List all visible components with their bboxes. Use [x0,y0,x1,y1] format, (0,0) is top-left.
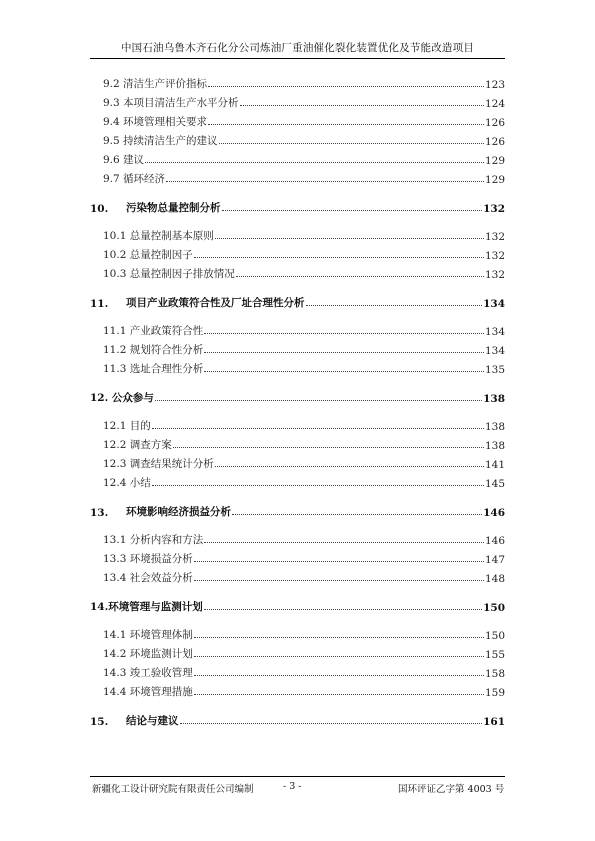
toc-entry-title: 10.2 总量控制因子 [103,249,193,261]
toc-entry-title: 环境影响经济损益分析 [126,506,231,518]
toc-entry-title: 12. 公众参与 [90,392,154,404]
dot-leader [204,333,484,334]
toc-entry-title: 13.4 社会效益分析 [103,572,193,584]
toc-section-entry[interactable] [90,91,505,110]
toc-chapter-entry[interactable] [90,709,505,728]
toc-section-entry[interactable] [90,452,505,471]
toc-page-number: 134 [483,298,505,310]
running-header: 中国石油乌鲁木齐石化分公司炼油厂重油催化裂化装置优化及节能改造项目 [120,42,475,54]
dot-leader [204,371,484,372]
dot-leader [204,352,484,353]
toc-section-entry[interactable] [90,680,505,699]
toc-entry-title: 12.1 目的 [103,420,151,432]
dot-leader [194,694,484,695]
toc-entry-title: 14.2 环境监测计划 [103,648,193,660]
dot-leader [194,257,484,258]
dot-leader [152,485,484,486]
toc-section-entry[interactable] [90,471,505,490]
toc-page-number: 126 [484,117,505,129]
toc-page-number: 135 [484,364,505,376]
toc-page-number: 146 [484,535,505,547]
toc-entry-title: 9.3 本项目清洁生产水平分析 [103,97,239,109]
toc-entry-title: 12.3 调查结果统计分析 [103,458,214,470]
toc-entry-title: 9.5 持续清洁生产的建议 [103,135,218,147]
toc-entry-title: 9.6 建议 [103,154,145,166]
toc-page-number: 146 [483,507,505,519]
toc-chapter-number: 11. [90,298,109,310]
toc-chapter-entry[interactable] [90,595,505,614]
toc-section-entry[interactable] [90,319,505,338]
toc-page-number: 150 [484,630,505,642]
toc-entry-title: 14.1 环境管理体制 [103,629,193,641]
toc-page-number: 132 [483,203,505,215]
toc-entry-title: 14.环境管理与监测计划 [90,601,203,613]
toc-entry-title: 9.2 清洁生产评价指标 [103,78,208,90]
toc-page-number: 134 [484,345,505,357]
toc-entry-title: 10.1 总量控制基本原则 [103,230,214,242]
toc-section-entry[interactable] [90,357,505,376]
toc-entry-title: 11.1 产业政策符合性 [103,325,204,337]
toc-entry-title: 13.1 分析内容和方法 [103,534,204,546]
toc-page-number: 150 [483,602,505,614]
dot-leader [204,542,484,543]
dot-leader [194,580,484,581]
dot-leader [194,637,484,638]
dot-leader [194,561,484,562]
toc-page-number: 161 [483,716,505,728]
toc-section-entry[interactable] [90,129,505,148]
toc-entry-title: 污染物总量控制分析 [126,202,221,214]
toc-entry-title: 结论与建议 [126,715,179,727]
toc-page-number: 132 [484,269,505,281]
dot-leader [204,609,482,610]
dot-leader [208,86,484,87]
toc-entry-title: 14.4 环境管理措施 [103,686,193,698]
toc-page-number: 147 [484,554,505,566]
toc-page-number: 132 [484,231,505,243]
toc-page-number: 134 [484,326,505,338]
dot-leader [208,124,484,125]
dot-leader [236,276,484,277]
footer-page-number: - 3 - [283,781,302,792]
toc-section-entry[interactable] [90,661,505,680]
toc-entry-title: 9.7 循环经济 [103,173,166,185]
toc-page-number: 129 [484,174,505,186]
toc-section-entry[interactable] [90,566,505,585]
toc-chapter-number: 10. [90,203,109,215]
toc-page-number: 148 [484,573,505,585]
toc-chapter-entry[interactable] [90,196,505,215]
dot-leader [222,210,483,211]
toc-section-entry[interactable] [90,110,505,129]
toc-section-entry[interactable] [90,338,505,357]
toc-page-number: 155 [484,649,505,661]
toc-page-number: 145 [484,478,505,490]
toc-entry-title: 13.3 环境损益分析 [103,553,193,565]
toc-entry-title: 项目产业政策符合性及厂址合理性分析 [126,297,305,309]
footer-rule [90,776,505,777]
toc-page-number: 159 [484,687,505,699]
toc-section-entry[interactable] [90,642,505,661]
table-of-contents [90,72,505,737]
toc-page-number: 124 [484,98,505,110]
toc-page-number: 129 [484,155,505,167]
toc-section-entry[interactable] [90,433,505,452]
dot-leader [215,238,484,239]
toc-page-number: 138 [484,421,505,433]
toc-section-entry[interactable] [90,262,505,281]
toc-section-entry[interactable] [90,72,505,91]
toc-entry-title: 14.3 竣工验收管理 [103,667,193,679]
dot-leader [194,656,484,657]
toc-page-number: 138 [484,440,505,452]
toc-page-number: 126 [484,136,505,148]
dot-leader [240,105,484,106]
toc-section-entry[interactable] [90,528,505,547]
dot-leader [166,181,484,182]
dot-leader [173,447,484,448]
dot-leader [219,143,484,144]
toc-page-number: 132 [484,250,505,262]
toc-entry-title: 12.4 小结 [103,477,151,489]
toc-chapter-entry[interactable] [90,386,505,405]
header-rule [90,58,505,59]
dot-leader [232,514,482,515]
footer-certificate: 国环评证乙字第 4003 号 [398,784,505,795]
toc-page-number: 123 [484,79,505,91]
toc-section-entry[interactable] [90,167,505,186]
dot-leader [306,305,483,306]
toc-section-entry[interactable] [90,148,505,167]
dot-leader [145,162,484,163]
toc-chapter-entry[interactable] [90,500,505,519]
toc-chapter-entry[interactable] [90,291,505,310]
toc-page-number: 158 [484,668,505,680]
toc-page-number: 138 [483,393,505,405]
footer-company: 新疆化工设计研究院有限责任公司编制 [92,784,254,795]
toc-entry-title: 11.3 选址合理性分析 [103,363,204,375]
toc-entry-title: 11.2 规划符合性分析 [103,344,204,356]
toc-section-entry[interactable] [90,224,505,243]
toc-chapter-number: 15. [90,716,109,728]
toc-entry-title: 12.2 调查方案 [103,439,172,451]
toc-entry-title: 9.4 环境管理相关要求 [103,116,208,128]
toc-chapter-number: 13. [90,507,109,519]
toc-page-number: 141 [484,459,505,471]
toc-entry-title: 10.3 总量控制因子排放情况 [103,268,235,280]
toc-section-entry[interactable] [90,414,505,433]
dot-leader [215,466,484,467]
dot-leader [180,723,483,724]
dot-leader [155,400,482,401]
dot-leader [152,428,484,429]
toc-section-entry[interactable] [90,243,505,262]
toc-section-entry[interactable] [90,547,505,566]
dot-leader [194,675,484,676]
toc-section-entry[interactable] [90,623,505,642]
